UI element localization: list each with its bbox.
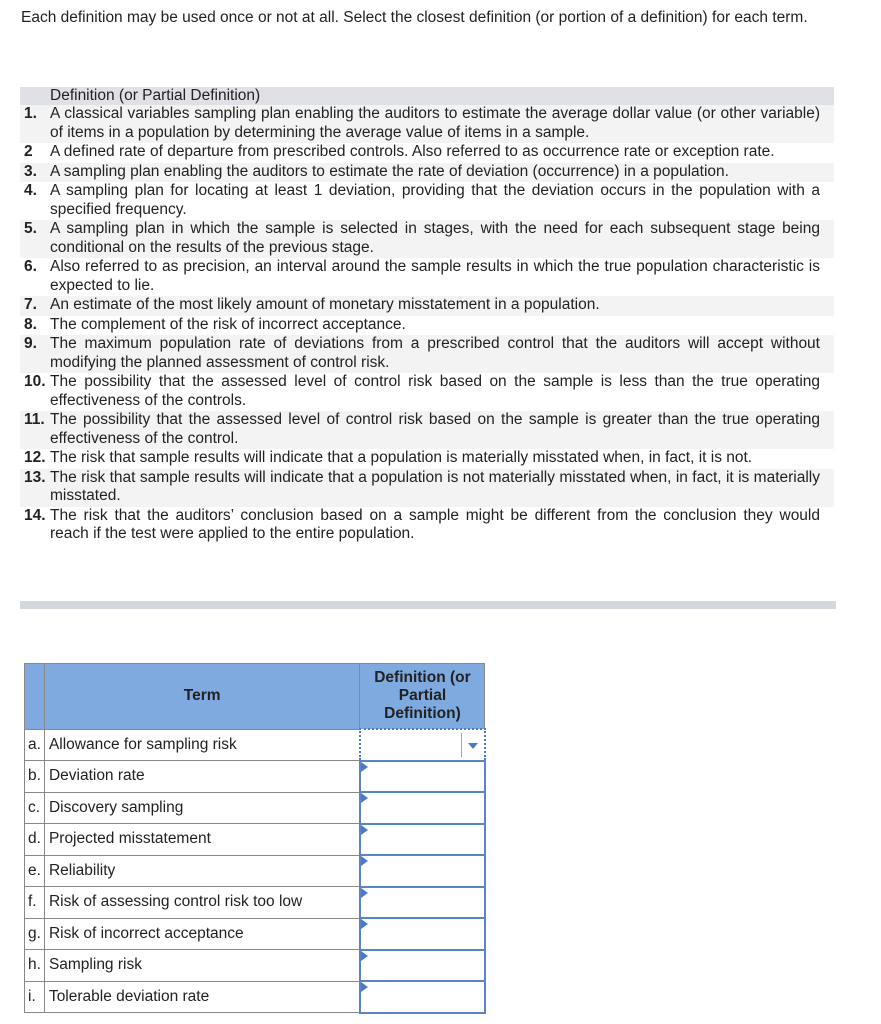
- definition-select[interactable]: [360, 887, 485, 919]
- definition-text: The possibility that the assessed level of control risk based on the sample is greater than the true operating effectiveness of the control.: [50, 411, 820, 447]
- term-letter: c.: [25, 792, 45, 824]
- definition-number: 5.: [24, 220, 37, 237]
- term-letter: h.: [25, 950, 45, 982]
- definition-item: [20, 220, 834, 258]
- definition-text: Also referred to as precision, an interval around the sample results in which the true population characteristic is expected to lie.: [50, 258, 820, 294]
- table-row: [25, 887, 485, 919]
- definition-item: [20, 469, 834, 507]
- term-name: Tolerable deviation rate: [44, 981, 360, 1013]
- definition-select[interactable]: [360, 981, 485, 1013]
- cell-marker-icon: [361, 793, 368, 803]
- definition-text: An estimate of the most likely amount of monetary misstatement in a population.: [50, 296, 600, 313]
- term-letter: a.: [25, 729, 45, 761]
- table-row: [25, 729, 485, 761]
- definition-text: A defined rate of departure from prescribed controls. Also referred to as occurrence rate or exception rate.: [50, 143, 775, 160]
- definition-select[interactable]: [360, 792, 485, 824]
- table-row: [25, 855, 485, 887]
- definition-item: [20, 411, 834, 449]
- term-name: Reliability: [44, 855, 360, 887]
- term-name: Risk of incorrect acceptance: [44, 918, 360, 950]
- definition-text: A sampling plan for locating at least 1 deviation, providing that the deviation occurs in the population with a specified frequency.: [50, 182, 820, 218]
- definition-item: [20, 335, 834, 373]
- term-header: Term: [44, 664, 360, 730]
- definition-number: 3.: [24, 162, 37, 180]
- cell-marker-icon: [361, 982, 368, 992]
- definition-number: 4.: [24, 182, 37, 199]
- definition-item: [20, 105, 834, 143]
- definition-select[interactable]: [360, 855, 485, 887]
- chevron-down-icon[interactable]: [461, 733, 484, 757]
- term-name: Discovery sampling: [44, 792, 360, 824]
- term-letter: i.: [25, 981, 45, 1013]
- cell-marker-icon: [361, 825, 368, 835]
- table-row: [25, 981, 485, 1013]
- term-name: Projected misstatement: [44, 824, 360, 856]
- definition-item: [20, 182, 834, 220]
- definition-number: 8.: [24, 315, 37, 333]
- term-name: Sampling risk: [44, 950, 360, 982]
- definition-text: The risk that sample results will indicate that a population is not materially misstated when, in fact, it is materially misstated.: [50, 468, 820, 504]
- definition-number: 14.: [24, 506, 46, 524]
- definition-select[interactable]: [360, 761, 485, 793]
- definition-text: The risk that sample results will indicate that a population is materially misstated when, in fact, it is not.: [50, 449, 753, 466]
- cell-marker-icon: [361, 888, 368, 898]
- definition-item: [20, 163, 834, 183]
- definition-number: 10.: [24, 373, 46, 390]
- definitions-header: Definition (or Partial Definition): [20, 87, 834, 105]
- definition-item: [20, 507, 834, 545]
- term-name: Deviation rate: [44, 761, 360, 793]
- definition-text: A sampling plan in which the sample is selected in stages, with the need for each subsequent stage being conditional on the results of the previous stage.: [50, 220, 820, 256]
- divider: [20, 601, 836, 609]
- definition-text: The maximum population rate of deviations from a prescribed control that the auditors will accept without modifying the planned assessment of control risk.: [50, 335, 820, 371]
- definition-item: [20, 373, 834, 411]
- definition-number: 9.: [24, 335, 37, 352]
- definition-number: 12.: [24, 449, 46, 466]
- definition-item: [20, 449, 834, 469]
- definition-select[interactable]: [360, 950, 485, 982]
- definition-item: [20, 143, 834, 163]
- table-row: [25, 792, 485, 824]
- definition-text: The risk that the auditors’ conclusion based on a sample might be different from the conclusion they would reach if the test were applied to the entire population.: [50, 506, 820, 542]
- definition-number: 2: [24, 143, 33, 160]
- definition-select[interactable]: [360, 824, 485, 856]
- cell-marker-icon: [361, 919, 368, 929]
- table-row: [25, 950, 485, 982]
- definition-item: [20, 296, 834, 316]
- cell-marker-icon: [361, 951, 368, 961]
- term-letter: g.: [25, 918, 45, 950]
- definition-select[interactable]: [360, 729, 485, 761]
- term-name: Risk of assessing control risk too low: [44, 887, 360, 919]
- definition-item: [20, 316, 834, 336]
- letter-header: [25, 664, 45, 730]
- definition-header: Definition (or Partial Definition): [360, 664, 485, 730]
- definition-number: 6.: [24, 258, 37, 275]
- definition-number: 13.: [24, 468, 46, 486]
- definitions-list: [20, 87, 834, 545]
- term-name: Allowance for sampling risk: [44, 729, 360, 761]
- term-letter: f.: [25, 887, 45, 919]
- definition-text: A classical variables sampling plan enabling the auditors to estimate the average dollar value (or other variable) of items in a population by determining the average value of items in a sample.: [50, 105, 820, 141]
- definition-text: The complement of the risk of incorrect acceptance.: [50, 315, 406, 333]
- definition-text: A sampling plan enabling the auditors to estimate the rate of deviation (occurrence) in a population.: [50, 162, 729, 180]
- definition-text: The possibility that the assessed level of control risk based on the sample is less than the true operating effectiveness of the controls.: [50, 373, 820, 409]
- instructions: Each definition may be used once or not at all. Select the closest definition (or portion of a definition) for each term.: [21, 9, 808, 26]
- definition-number: 7.: [24, 296, 37, 313]
- term-letter: e.: [25, 855, 45, 887]
- definition-number: 1.: [24, 105, 37, 122]
- cell-marker-icon: [361, 762, 368, 772]
- term-letter: b.: [25, 761, 45, 793]
- definition-item: [20, 258, 834, 296]
- definition-number: 11.: [24, 411, 45, 428]
- table-row: [25, 761, 485, 793]
- definition-select[interactable]: [360, 918, 485, 950]
- cell-marker-icon: [361, 856, 368, 866]
- table-row: [25, 918, 485, 950]
- matching-table: [24, 663, 486, 1014]
- table-row: [25, 824, 485, 856]
- term-letter: d.: [25, 824, 45, 856]
